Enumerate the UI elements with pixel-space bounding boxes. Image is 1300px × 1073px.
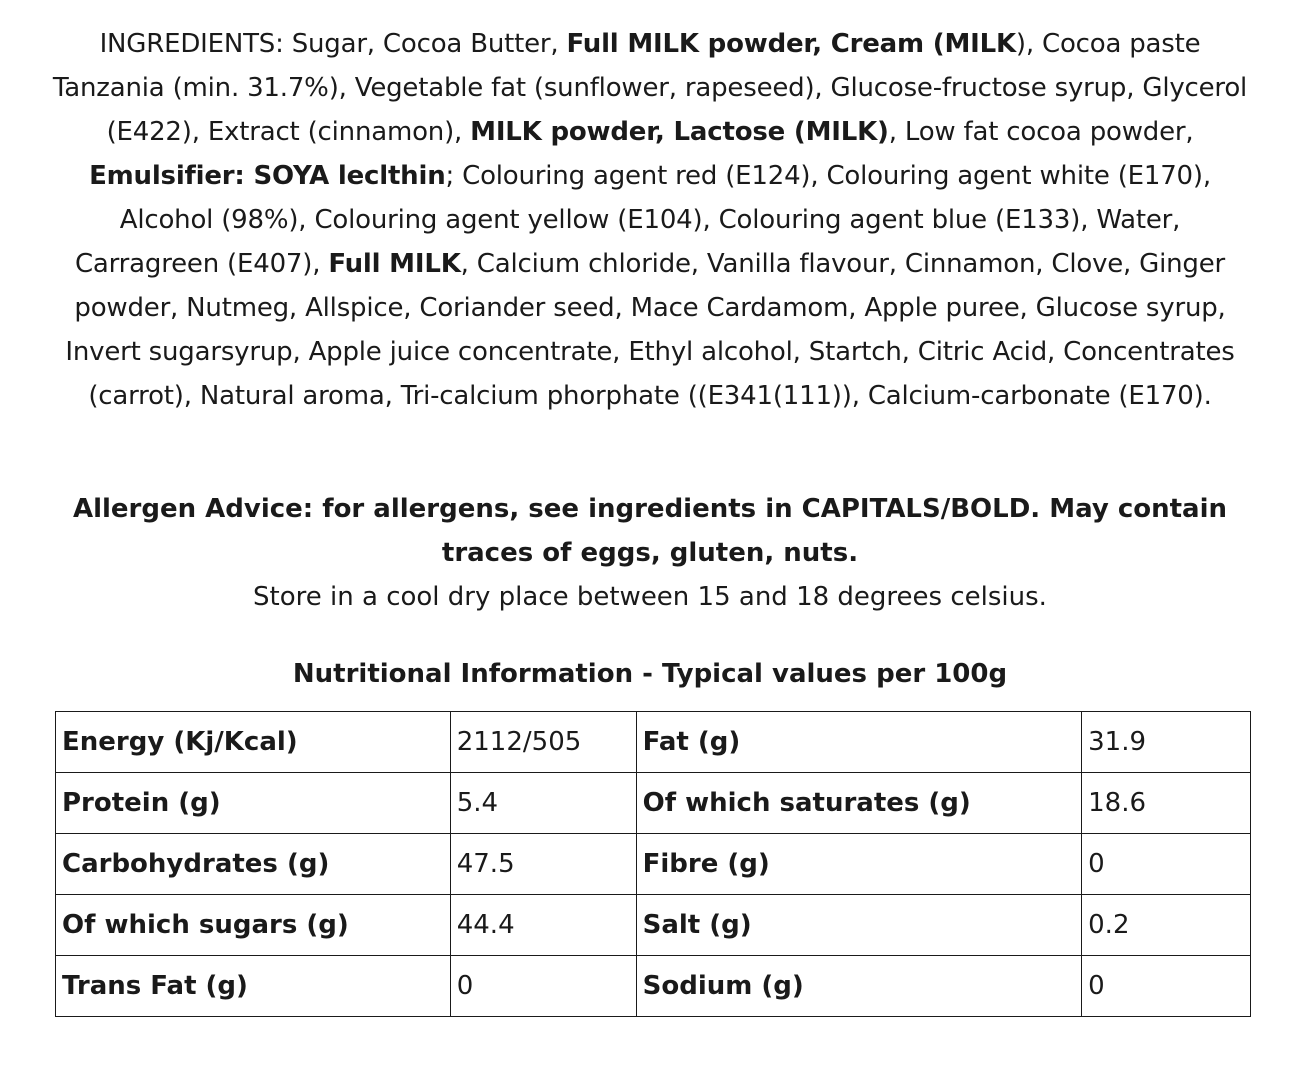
ingredients-segment: , Calcium chloride, Vanilla flavour, Cinnamon, Clove, Ginger powder, Nutmeg, Allspice, Coriander seed, Mace Cardamom, Apple puree, Glucose syrup, Invert sugarsyrup, Apple juice concentrate, Ethyl alcohol, Startch, Citric Acid, Concentrates (carrot), Natural aroma, Tri-calcium phorphate ((E341(111)), Calcium-carbonate (E170).: [65, 249, 1235, 411]
nutrient-value: 0: [1082, 834, 1251, 895]
nutrient-label: Fat (g): [636, 712, 1082, 773]
table-row: [56, 834, 1251, 895]
ingredients-segment: ), Cocoa paste Tanzania (min. 31.7%), Vegetable fat (sunflower, rapeseed), Glucose-fructose syrup, Glycerol (E422), Extract (cinnamon),: [52, 29, 1248, 147]
nutrient-value: 0: [1082, 956, 1251, 1017]
nutrient-label: Sodium (g): [636, 956, 1082, 1017]
nutrient-value: 31.9: [1082, 712, 1251, 773]
storage-instructions: Store in a cool dry place between 15 and 18 degrees celsius.: [253, 582, 1047, 612]
nutrition-table: [55, 711, 1251, 1017]
table-row: [56, 712, 1251, 773]
ingredients-allergen-segment: Full MILK powder, Cream (MILK: [566, 29, 1016, 59]
nutrient-value: 2112/505: [450, 712, 636, 773]
nutrient-label: Energy (Kj/Kcal): [56, 712, 451, 773]
table-row: [56, 773, 1251, 834]
nutrient-value: 18.6: [1082, 773, 1251, 834]
ingredients-allergen-segment: Emulsifier: SOYA leclthin: [89, 161, 446, 191]
nutrient-value: 47.5: [450, 834, 636, 895]
ingredients-allergen-segment: Full MILK: [328, 249, 461, 279]
table-row: [56, 895, 1251, 956]
nutrient-label: Salt (g): [636, 895, 1082, 956]
nutrient-label: Protein (g): [56, 773, 451, 834]
nutrient-value: 44.4: [450, 895, 636, 956]
table-row: [56, 956, 1251, 1017]
ingredients-segment: ; Colouring agent red (E124), Colouring agent white (E170), Alcohol (98%), Colouring agent yellow (E104), Colouring agent blue (E133), Water, Carragreen (E407),: [74, 161, 1211, 279]
ingredients-segment: , Low fat cocoa powder,: [888, 117, 1194, 147]
nutrient-value: 0: [450, 956, 636, 1017]
nutrient-label: Trans Fat (g): [56, 956, 451, 1017]
nutrient-value: 0.2: [1082, 895, 1251, 956]
ingredients-segment: INGREDIENTS: Sugar, Cocoa Butter,: [99, 29, 567, 59]
nutrient-label: Of which saturates (g): [636, 773, 1082, 834]
ingredients-paragraph: [50, 22, 1250, 418]
nutrient-label: Carbohydrates (g): [56, 834, 451, 895]
ingredients-allergen-segment: MILK powder, Lactose (MILK): [470, 117, 889, 147]
allergen-advice: Allergen Advice: for allergens, see ingredients in CAPITALS/BOLD. May contain traces of eggs, gluten, nuts.: [72, 494, 1228, 568]
nutrient-label: Of which sugars (g): [56, 895, 451, 956]
nutrient-label: Fibre (g): [636, 834, 1082, 895]
nutrient-value: 5.4: [450, 773, 636, 834]
nutrition-title: Nutritional Information - Typical values per 100g: [292, 659, 1008, 689]
